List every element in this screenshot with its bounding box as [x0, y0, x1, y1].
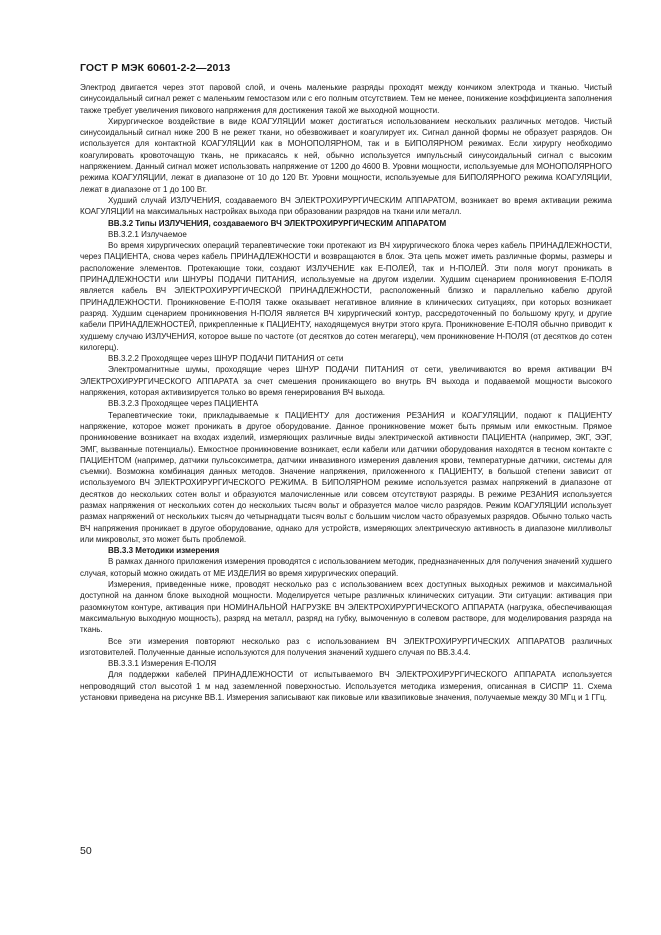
page-number: 50	[80, 845, 92, 857]
subsection-heading: ВВ.3.3.1 Измерения E-ПОЛЯ	[108, 659, 217, 669]
paragraph: В рамках данного приложения измерения проводятся с использованием методик, предназначенных для получения значений худшего случая, который можно ожидать от МЕ ИЗДЕЛИЯ во время хирургических операций.	[80, 557, 612, 578]
subsection-heading: ВВ.3.2.3 Проходящее через ПАЦИЕНТА	[108, 399, 259, 409]
subsection-heading: ВВ.3.2.2 Проходящее через ШНУР ПОДАЧИ ПИТАНИЯ от сети	[108, 354, 344, 364]
document-header: ГОСТ Р МЭК 60601-2-2—2013	[80, 62, 231, 74]
paragraph: Для поддержки кабелей ПРИНАДЛЕЖНОСТИ от испытываемого ВЧ ЭЛЕКТРОХИРУРГИЧЕСКОГО АППАРАТА используется непроводящий стол высотой 1 м над заземленной поверхностью. Используется методика измерения, описанная в СИСПР 11. Схема установки приведена на рисунке ВВ.1. Измерения записывают как пиковые или квазипиковые значения, получаемые между 30 МГц и 1 ГГц.	[80, 670, 612, 703]
section-heading: ВВ.3.3 Методики измерения	[108, 546, 220, 556]
section-heading: ВВ.3.2 Типы ИЗЛУЧЕНИЯ, создаваемого ВЧ ЭЛЕКТРОХИРУРГИЧЕСКИМ АППАРАТОМ	[108, 218, 447, 228]
document-body	[80, 82, 612, 703]
subsection-heading: ВВ.3.2.1 Излучаемое	[108, 229, 187, 239]
paragraph: Все эти измерения повторяют несколько раз с использованием ВЧ ЭЛЕКТРОХИРУРГИЧЕСКИХ АППАРАТОВ различных изготовителей. Полученные данные используются для получения значений худшего случая по ВВ.3.4.4.	[80, 636, 612, 657]
paragraph: Измерения, приведенные ниже, проводят несколько раз с использованием всех доступных выходных режимов и максимальной доступной на данном блоке выходной мощности. Моделируется четыре различных клинических ситуации. Эти ситуации: активация при разомкнутом контуре, активация при НОМИНАЛЬНОЙ НАГРУЗКЕ ВЧ ЭЛЕКТРОХИРУРГИЧЕСКОГО АППАРАТА (нагрузка, обеспечивающая максимальную выходную мощность), разряд на металл, разряд на губку, вымоченную в солевом растворе, для моделирования разряда на ткань.	[80, 580, 612, 635]
paragraph: Терапевтические токи, прикладываемые к ПАЦИЕНТУ для достижения РЕЗАНИЯ и КОАГУЛЯЦИИ, подают к ПАЦИЕНТУ напряжение, которое может проникать в другое оборудование. Данное проникновение может быть прямым или емкостным. Прямое проникновение возникает на входах изделий, измеряющих различные виды электрической активности ПАЦИЕНТА (например, ЭКГ, ЭЭГ, ЭМГ, вызванные потенциалы). Емкостное проникновение возникает, если кабели или датчики оборудования находятся в тесном контакте с ПАЦИЕНТОМ (например, датчики пульсоксиметра, датчики инвазивного измерения давления крови, температурные датчики, системы для съемки). Возможна комбинация данных методов. Значение напряжения, приложенного к ПАЦИЕНТУ, в большой степени зависит от используемого ВЧ ЭЛЕКТРОХИРУРГИЧЕСКОГО РЕЖИМА. В БИПОЛЯРНОМ режиме используется размах напряжений в диапазоне от десятков до нескольких сотен вольт и образуются малочисленные или совсем отсутствуют разряды. В режиме РЕЗАНИЯ используется размах напряжения от нескольких сотен до нескольких тысяч вольт и образуется малое число разрядов. Режим КОАГУЛЯЦИИ использует размах напряжений от нескольких тысяч до четырнадцати тысяч вольт с большим числом часто образуемых разрядов. Обычно только часть ВЧ напряжения проникает в другое оборудование, однако для устройств, измеряющих электрическую активность в диапазоне милливольт или микровольт, это может быть проблемой.	[80, 410, 612, 544]
paragraph: Во время хирургических операций терапевтические токи протекают из ВЧ хирургического блока через кабель ПРИНАДЛЕЖНОСТИ, через ПАЦИЕНТА, снова через кабель ПРИНАДЛЕЖНОСТИ и возвращаются в блок. Эта цепь может иметь различные формы, размеры и расположение элементов. Протекающие токи, создают ИЗЛУЧЕНИЕ как E-ПОЛЕЙ, так и H-ПОЛЕЙ. Эти поля могут проникать в ПРИНАДЛЕЖНОСТИ или ШНУРЫ ПОДАЧИ ПИТАНИЯ, используемые на другом изделии. Худшим сценарием проникновения E-ПОЛЯ является кабель ВЧ ЭЛЕКТРОХИРУРГИЧЕСКОЙ ПРИНАДЛЕЖНОСТИ, расположенный близко и параллельно кабелю другой ПРИНАДЛЕЖНОСТИ. Проникновение E-ПОЛЯ также оказывает негативное влияние в клинических ситуациях, при которых возникает разряд. Худшим сценарием проникновения H-ПОЛЯ является ВЧ хирургический контур, рассредоточенный по большому кругу, и другие кабели ПРИНАДЛЕЖНОСТЕЙ, прикрепленные к ПАЦИЕНТУ, находящемуся внутри этого круга. Проникновение E-ПОЛЯ обычно приводит к худшему случаю ИЗЛУЧЕНИЯ, которое выше по частоте (от десятков до сотен мегагерц), чем проникновение H-ПОЛЯ (от десятков до сотен килогерц).	[80, 241, 612, 352]
paragraph: Худший случай ИЗЛУЧЕНИЯ, создаваемого ВЧ ЭЛЕКТРОХИРУРГИЧЕСКИМ АППАРАТОМ, возникает во время активации режима КОАГУЛЯЦИИ на максимальных настройках выхода при образовании разрядов на ткани или металл.	[80, 195, 612, 217]
paragraph: Электромагнитные шумы, проходящие через ШНУР ПОДАЧИ ПИТАНИЯ от сети, увеличиваются во время активации ВЧ ЭЛЕКТРОХИРУРГИЧЕСКОГО АППАРАТА за счет смешения проникающего во внутрь ВЧ выхода и подаваемой мощности высокого напряжения, которая активизируется только во время генерирования ВЧ выхода.	[80, 365, 612, 398]
paragraph: Хирургическое воздействие в виде КОАГУЛЯЦИИ может достигаться использованием нескольких различных методов. Чистый синусоидальный сигнал ниже 200 В не режет ткани, но обезвоживает и коагулирует их. Сигнал данной формы не образует разрядов. Он используется для контактной КОАГУЛЯЦИИ как в МОНОПОЛЯРНОМ, так и в БИПОЛЯРНОМ режимах. Если хирургу необходимо коагулировать кровоточащую ткань, не прикасаясь к ней, обычно используется импульсный синусоидальный сигнал с высоким напряжением. Данный сигнал может использовать напряжение от 1200 до 4600 В. Уровни мощности, используемые для МОНОПОЛЯРНОГО режима КОАГУЛЯЦИИ, лежат в диапазоне от 10 до 120 Вт. Уровни мощности, используемые для БИПОЛЯРНОГО режима КОАГУЛЯЦИИ, лежат в диапазоне от 1 до 100 Вт.	[80, 116, 612, 194]
paragraph: Электрод двигается через этот паровой слой, и очень маленькие разряды проходят между кончиком электрода и тканью. Чистый синусоидальный сигнал режет с маленьким гемостазом или с его полным отсутствием. Тем не менее, понижение коэффициента заполнения также требует увеличения пикового напряжения для достижения такой же выходной мощности.	[80, 83, 612, 115]
